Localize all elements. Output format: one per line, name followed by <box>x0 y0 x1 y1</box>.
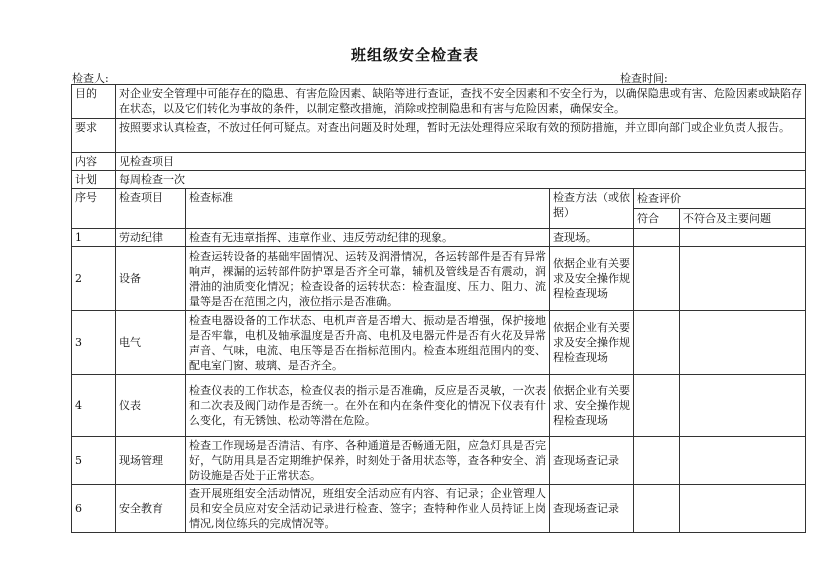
info-row-content <box>72 153 806 171</box>
row-not-ok <box>680 311 806 375</box>
row-ok <box>634 229 680 247</box>
row-method: 查现场查记录 <box>550 485 634 533</box>
header-method: 检查方法（或依据） <box>550 189 634 229</box>
header-ok: 符合 <box>634 209 680 229</box>
row-method: 依据企业有关要求及安全操作规程检查现场 <box>550 311 634 375</box>
row-item: 现场管理 <box>116 437 186 485</box>
row-standard: 检查仪表的工作状态，检查仪表的指示是否准确，反应是否灵敏，一次表和二次表及阀门动作是否统一。在外在和内在条件变化的情况下仪表有什么变化，有无锈蚀、松动等潜在危险。 <box>186 375 550 437</box>
row-ok <box>634 311 680 375</box>
row-standard: 检查运转设备的基础牢固情况、运转及润滑情况，各运转部件是否有异常响声，裸漏的运转部件防护罩是否齐全可靠，辅机及管线是否有震动，润滑油的油质变化情况；检查设备的运转状态：检查温度、压力、阻力、流量等是否在范围之内，液位指示是否准确。 <box>186 247 550 311</box>
row-method: 查现场。 <box>550 229 634 247</box>
row-no: 1 <box>72 229 116 247</box>
info-label: 要求 <box>72 119 116 153</box>
row-not-ok <box>680 485 806 533</box>
info-row-purpose <box>72 85 806 119</box>
row-ok <box>634 247 680 311</box>
row-not-ok <box>680 229 806 247</box>
table-row <box>72 437 806 485</box>
row-standard: 检查有无违章指挥、违章作业、违反劳动纪律的现象。 <box>186 229 550 247</box>
info-label: 内容 <box>72 153 116 171</box>
row-method: 依据企业有关要求及安全操作规程检查现场 <box>550 247 634 311</box>
row-item: 设备 <box>116 247 186 311</box>
info-row-requirement <box>72 119 806 153</box>
row-no: 2 <box>72 247 116 311</box>
row-not-ok <box>680 247 806 311</box>
document-title: 班组级安全检查表 <box>350 46 479 64</box>
header-not-ok: 不符合及主要问题 <box>680 209 806 229</box>
row-item: 电气 <box>116 311 186 375</box>
row-standard: 检查电器设备的工作状态、电机声音是否增大、振动是否增强，保护接地是否牢靠，电机及轴承温度是否升高、电机及电器元件是否有火花及异常声音、气味，电流、电压等是否在指标范围内。检查本班组范围内的变、配电室门窗、玻璃、是否齐全。 <box>186 311 550 375</box>
row-no: 5 <box>72 437 116 485</box>
table-row <box>72 375 806 437</box>
info-text: 对企业安全管理中可能存在的隐患、有害危险因素、缺陷等进行查证，查找不安全因素和不安全行为，以确保隐患或有害、危险因素或缺陷存在状态，以及它们转化为事故的条件，以制定整改措施，消除或控制隐患和有害与危险因素，确保安全。 <box>116 85 806 119</box>
row-item: 劳动纪律 <box>116 229 186 247</box>
info-label: 计划 <box>72 171 116 189</box>
inspection-time-label: 检查时间: <box>620 72 668 85</box>
row-ok <box>634 437 680 485</box>
header-eval: 检查评价 <box>634 189 806 209</box>
row-method: 依据企业有关要求、安全操作规程检查现场 <box>550 375 634 437</box>
header-row <box>72 189 806 209</box>
info-text: 每周检查一次 <box>116 171 806 189</box>
table-row <box>72 485 806 533</box>
header-no: 序号 <box>72 189 116 229</box>
header-item: 检查项目 <box>116 189 186 229</box>
info-label: 目的 <box>72 85 116 119</box>
row-no: 3 <box>72 311 116 375</box>
info-row-plan <box>72 171 806 189</box>
row-standard: 查开展班组安全活动情况，班组安全活动应有内容、有记录；企业管理人员和安全员应对安全活动记录进行检查、签字；查特种作业人员持证上岗情况,岗位练兵的完成情况等。 <box>186 485 550 533</box>
row-ok <box>634 375 680 437</box>
row-standard: 检查工作现场是否清洁、有序、各种通道是否畅通无阻，应急灯具是否完好，气防用具是否定期维护保养，时刻处于备用状态等，查各种安全、消防设施是否处于正常状态。 <box>186 437 550 485</box>
table-row <box>72 229 806 247</box>
row-not-ok <box>680 437 806 485</box>
table-row <box>72 311 806 375</box>
row-ok <box>634 485 680 533</box>
info-text: 见检查项目 <box>116 153 806 171</box>
row-not-ok <box>680 375 806 437</box>
safety-check-table <box>71 84 806 533</box>
row-no: 6 <box>72 485 116 533</box>
info-text: 按照要求认真检查，不放过任何可疑点。对查出问题及时处理，暂时无法处理得应采取有效的预防措施，并立即向部门或企业负责人报告。 <box>116 119 806 153</box>
row-no: 4 <box>72 375 116 437</box>
table-row <box>72 247 806 311</box>
header-standard: 检查标准 <box>186 189 550 229</box>
inspector-label: 检查人: <box>72 72 109 85</box>
row-item: 仪表 <box>116 375 186 437</box>
row-item: 安全教育 <box>116 485 186 533</box>
row-method: 查现场查记录 <box>550 437 634 485</box>
